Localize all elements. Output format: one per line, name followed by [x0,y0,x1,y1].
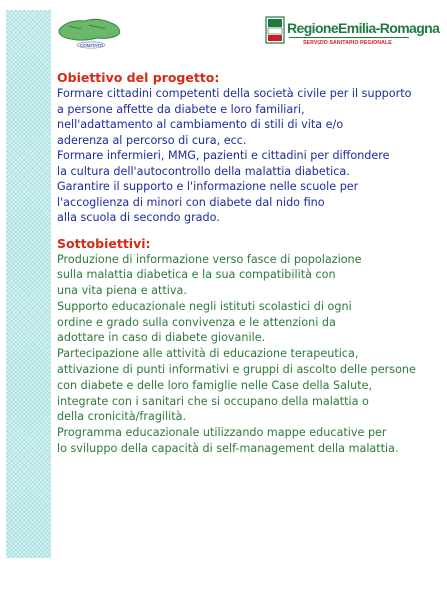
subobjective-line: integrate con i sanitari che si occupano della malattia o [57,394,369,408]
logo-small-text: COMITATO [80,43,103,48]
subobjective-line: ordine e grado sulla convivenza e le attenzioni da [57,315,336,329]
region-emblem-icon [265,16,285,46]
objective-line: aderenza al percorso di cura, ecc. [57,133,247,147]
objective-line: nell'adattamento al cambiamento di stili di vita e/o [57,118,344,131]
subobjective-line: una vita piena e attiva. [57,284,187,298]
objective-heading: Obiettivo del progetto: [57,70,220,85]
objective-section [57,69,437,226]
decorative-side-strip [6,10,51,558]
objective-line: Formare infermieri, MMG, pazienti e cittadini per diffondere [57,149,390,162]
subobjective-line: Supporto educazionale negli istituti scolastici di ogni [57,299,352,313]
subobjective-line: Partecipazione alle attività di educazione terapeutica, [57,347,359,361]
subobjective-line: Programma educazionale utilizzando mappe educative per [57,426,387,440]
objective-line: a persone affette da diabete e loro familiari, [57,102,305,116]
subobjective-line: della cronicità/fragilità. [57,410,187,424]
subobjective-line: sulla malattia diabetica e la sua compatibilità con [57,268,336,282]
objective-line: l'accoglienza di minori con diabete dal nido fino [57,195,325,209]
region-subtitle: SERVIZIO SANITARIO REGIONALE [303,40,392,46]
map-logo-icon [55,12,125,54]
subobjective-line: Produzione di informazione verso fasce di popolazione [57,252,362,266]
subobjective-line: adottare in caso di diabete giovanile. [57,331,266,345]
objective-line: la cultura dell'autocontrollo della malattia diabetica. [57,164,350,178]
document-body [57,69,437,457]
subobjectives-heading: Sottobiettivi: [57,235,151,251]
objective-line: Garantire il supporto e l'informazione nelle scuole per [57,180,359,193]
region-logo [265,16,440,54]
region-name: RegioneEmilia-Romagna [287,20,440,36]
subobjectives-section [57,235,437,457]
subobjective-line: con diabete e delle loro famiglie nelle Case della Salute, [57,378,373,392]
objective-line: alla scuola di secondo grado. [57,211,220,224]
section-spacer [57,226,437,235]
subobjective-line: attivazione di punti informativi e gruppi di ascolto delle persone [57,363,416,377]
objective-line: Formare cittadini competenti della società civile per il supporto [57,87,412,100]
subobjective-line: lo sviluppo della capacità di self-management della malattia. [57,442,399,456]
region-divider [289,37,409,38]
association-logo [55,12,125,54]
